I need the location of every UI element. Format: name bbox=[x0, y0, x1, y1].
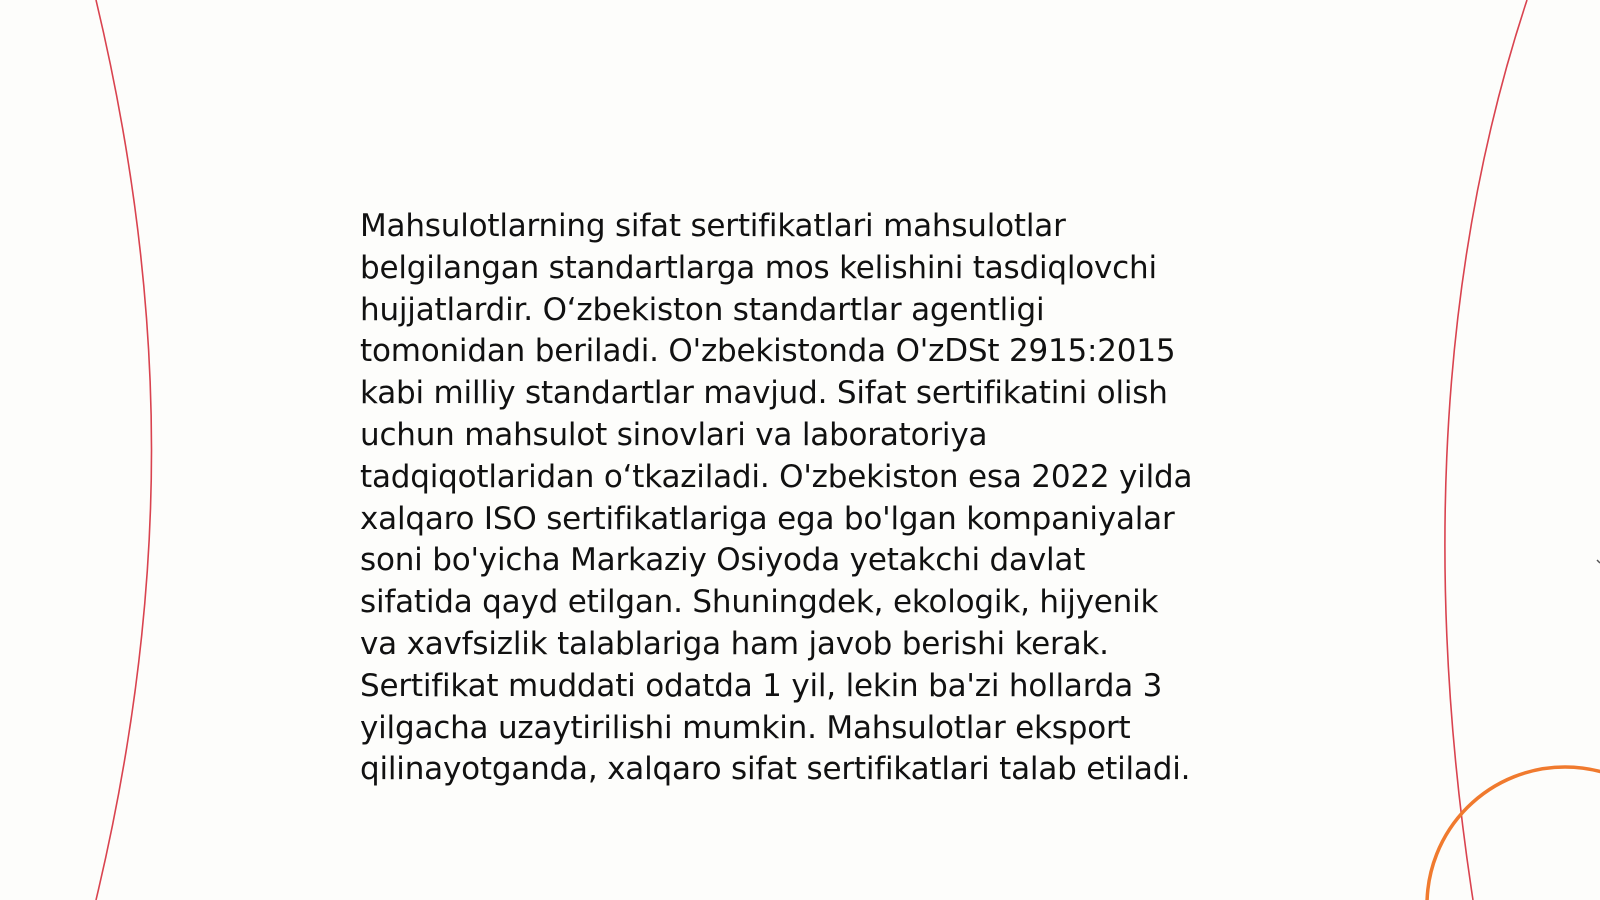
paragraph-line: uchun mahsulot sinovlari va laboratoriya bbox=[360, 416, 988, 453]
paragraph-line: tomonidan beriladi. O'zbekistonda O'zDSt 2915:2015 bbox=[360, 333, 1176, 370]
body-paragraph bbox=[360, 206, 1240, 791]
paragraph-line: soni bo'yicha Markaziy Osiyoda yetakchi davlat bbox=[360, 542, 1086, 579]
paragraph-line: va xavfsizlik talablariga ham javob berishi kerak. bbox=[360, 625, 1109, 662]
paragraph-line: hujjatlardir. O‘zbekiston standartlar agentligi bbox=[360, 291, 1045, 328]
paragraph-line: Mahsulotlarning sifat sertifikatlari mahsulotlar bbox=[360, 208, 1066, 244]
paragraph-line: sifatida qayd etilgan. Shuningdek, ekologik, hijyenik bbox=[360, 584, 1159, 621]
paragraph-line: tadqiqotlaridan o‘tkaziladi. O'zbekiston esa 2022 yilda bbox=[360, 458, 1193, 495]
paragraph-line: belgilangan standartlarga mos kelishini tasdiqlovchi bbox=[360, 249, 1157, 286]
paragraph-line: Sertifikat muddati odatda 1 yil, lekin ba'zi hollarda 3 bbox=[360, 667, 1163, 704]
paragraph-line: kabi milliy standartlar mavjud. Sifat sertifikatini olish bbox=[360, 375, 1168, 412]
paragraph-line: xalqaro ISO sertifikatlariga ega bo'lgan kompaniyalar bbox=[360, 500, 1175, 537]
paragraph-line: qilinayotganda, xalqaro sifat sertifikatlari talab etiladi. bbox=[360, 751, 1191, 788]
paragraph-line: yilgacha uzaytirilishi mumkin. Mahsulotlar eksport bbox=[360, 709, 1131, 746]
